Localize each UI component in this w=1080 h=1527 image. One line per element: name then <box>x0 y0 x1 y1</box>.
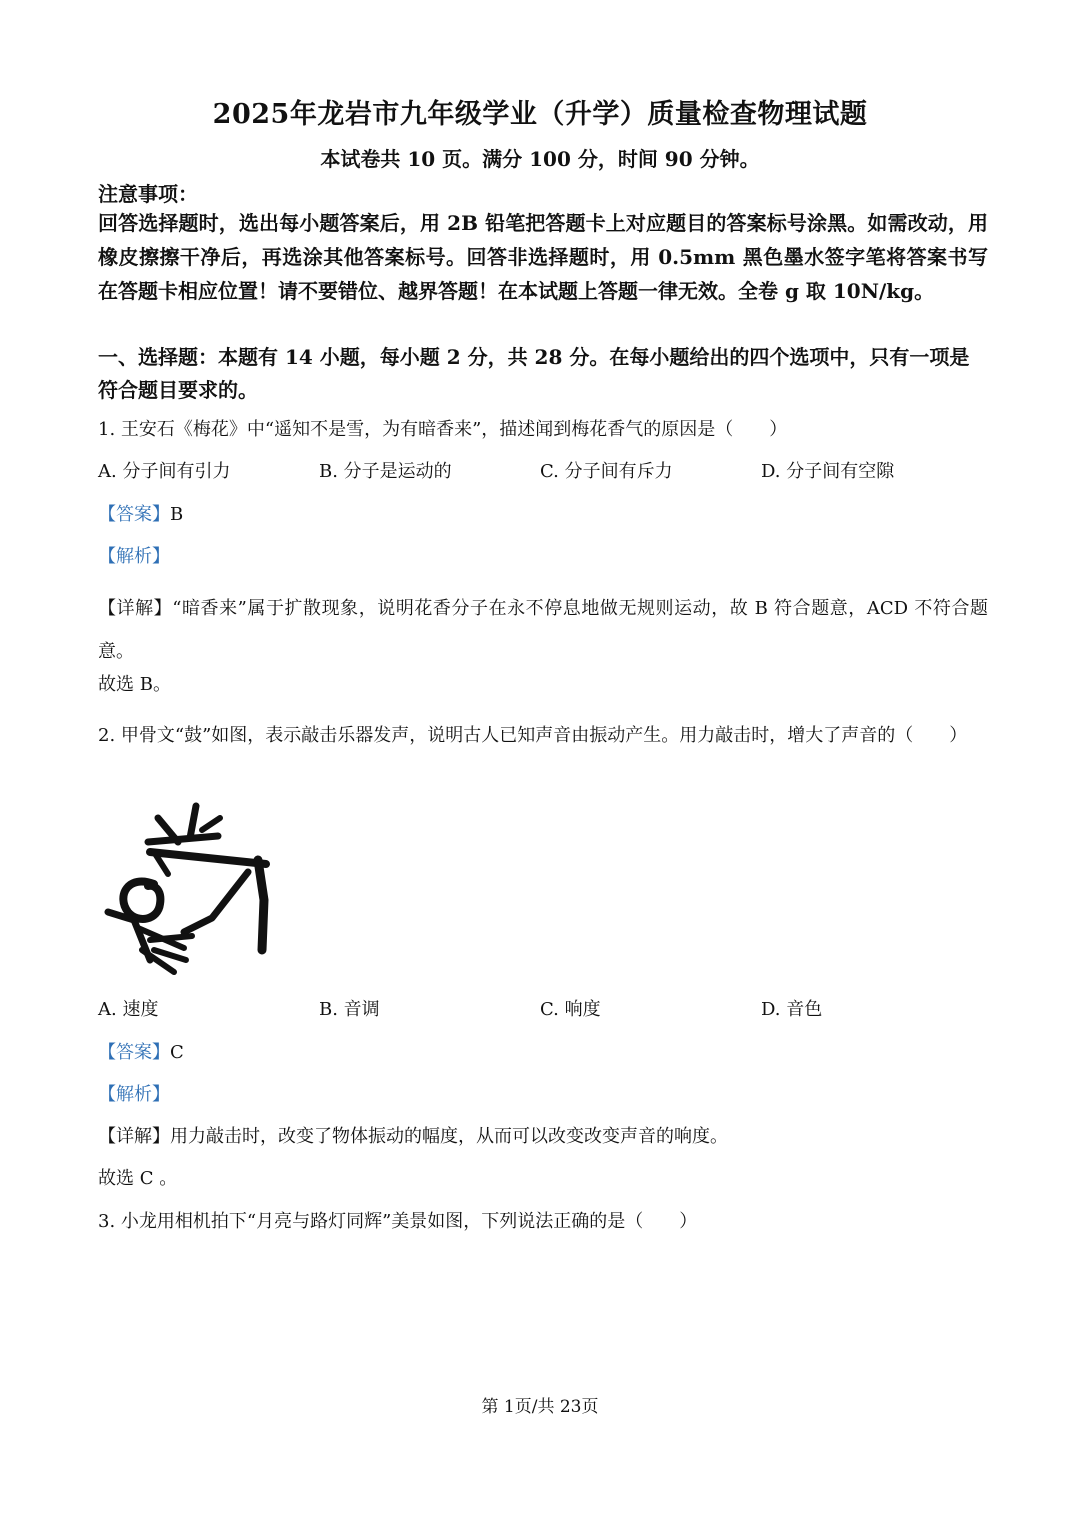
question-1-detail <box>98 587 988 673</box>
answer-tag: 【答案】 <box>98 1042 170 1063</box>
question-2-stem: 2. 甲骨文“鼓”如图，表示敲击乐器发声，说明古人已知声音由振动产生。用力敲击时，增大了声音的（ ） <box>98 725 968 746</box>
page-footer: 第 1页/共 23页 <box>481 1397 599 1417</box>
detail-text: “暗香来”属于扩散现象，说明花香分子在永不停息地做无规则运动，故 B 符合题意，ACD 不符合题意。 <box>98 598 989 662</box>
detail-tag: 【详解】 <box>98 1126 170 1147</box>
page-title: 2025年龙岩市九年级学业（升学）质量检查物理试题 <box>212 99 868 130</box>
question-2-conclusion: 故选 C 。 <box>98 1168 178 1189</box>
answer-value: C <box>170 1042 184 1063</box>
answer-tag: 【答案】 <box>98 504 170 525</box>
question-2-option-a: A. 速度 <box>98 999 159 1020</box>
section-heading: 一、选择题：本题有 14 小题，每小题 2 分，共 28 分。在每小题给出的四个选项中，只有一项是符合题目要求的。 <box>98 345 970 402</box>
notice-body: 回答选择题时，选出每小题答案后，用 2B 铅笔把答题卡上对应题目的答案标号涂黑。如需改动，用橡皮擦擦干净后，再选涂其他答案标号。回答非选择题时，用 0.5mm 黑色墨水签字笔将答案书写在答题卡相应位置！请不要错位、越界答题！在本试题上答题一律无效。全卷 g 取 10N/kg。 <box>98 211 988 303</box>
question-1-option-a: A. 分子间有引力 <box>98 461 231 482</box>
detail-text: 用力敲击时，改变了物体振动的幅度，从而可以改变改变声音的响度。 <box>170 1126 728 1147</box>
question-1-option-b: B. 分子是运动的 <box>319 461 452 482</box>
question-1-conclusion: 故选 B。 <box>98 674 171 695</box>
question-2-option-d: D. 音色 <box>761 999 823 1020</box>
question-1-option-d: D. 分子间有空隙 <box>761 461 895 482</box>
exam-subtitle: 本试卷共 10 页。满分 100 分，时间 90 分钟。 <box>320 147 760 171</box>
answer-value: B <box>170 504 184 525</box>
detail-tag: 【详解】 <box>98 598 173 619</box>
question-2-detail <box>98 1125 988 1149</box>
analysis-tag: 【解析】 <box>98 1084 170 1105</box>
notice-heading: 注意事项： <box>98 182 198 206</box>
question-1-stem: 1. 王安石《梅花》中“遥知不是雪，为有暗香来”，描述闻到梅花香气的原因是（ ） <box>98 419 788 440</box>
question-2-option-b: B. 音调 <box>319 999 380 1020</box>
question-1-answer <box>98 503 988 527</box>
question-3-stem: 3. 小龙用相机拍下“月亮与路灯同辉”美景如图，下列说法正确的是（ ） <box>98 1211 698 1232</box>
question-2-analysis <box>98 1083 988 1107</box>
question-2-answer <box>98 1041 988 1065</box>
question-1-option-c: C. 分子间有斥力 <box>540 461 673 482</box>
oracle-bone-drum-figure <box>98 800 274 976</box>
analysis-tag: 【解析】 <box>98 546 170 567</box>
question-2-option-c: C. 响度 <box>540 999 601 1020</box>
question-1-analysis <box>98 545 988 569</box>
